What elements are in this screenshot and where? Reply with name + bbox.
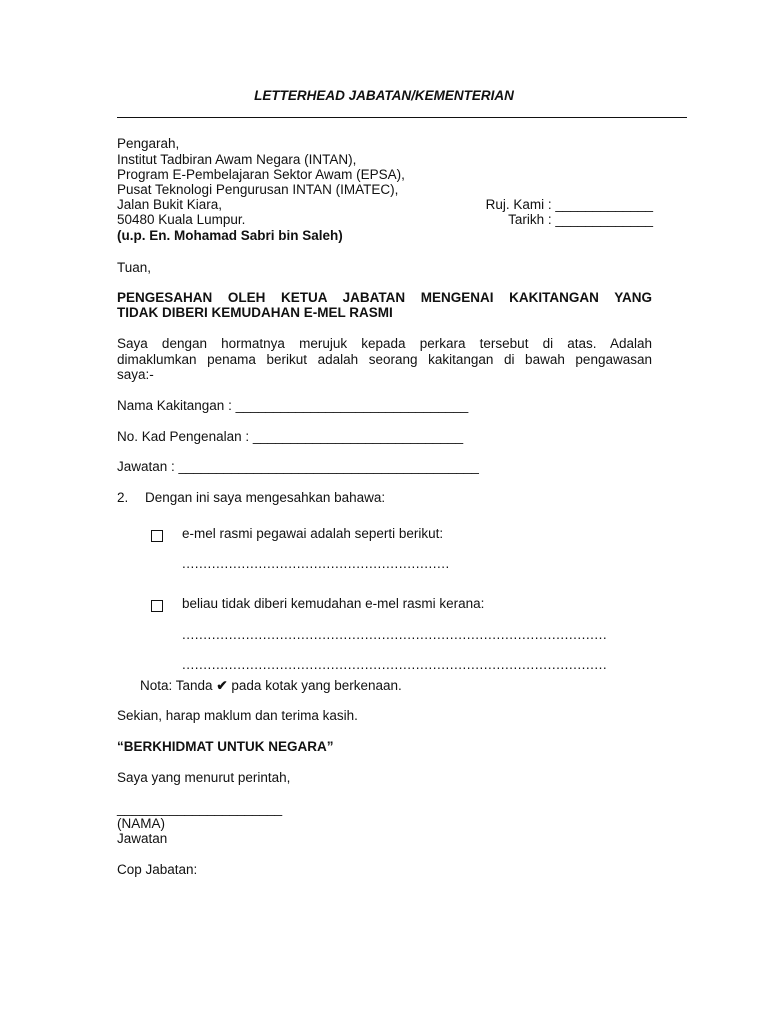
reason-dotted-line-2: .................................................................................................... xyxy=(182,657,608,672)
motto: “BERKHIDMAT UNTUK NEGARA” xyxy=(117,739,334,754)
date-field: Tarikh : _____________ xyxy=(508,212,653,227)
salutation: Tuan, xyxy=(117,260,152,275)
address-line-2: Institut Tadbiran Awam Negara (INTAN), xyxy=(117,152,357,167)
address-line-5: Jalan Bukit Kiara, xyxy=(117,197,223,212)
option-official-email: e-mel rasmi pegawai adalah seperti berikut: xyxy=(182,526,444,541)
note-prefix: Nota: Tanda xyxy=(140,678,213,693)
intro-line-1: Saya dengan hormatnya merujuk kepada perkara tersebut di atas. Adalah xyxy=(117,336,652,351)
address-line-3: Program E-Pembelajaran Sektor Awam (EPSA), xyxy=(117,167,405,182)
checkbox-official-email[interactable] xyxy=(151,530,163,542)
reference-field: Ruj. Kami : _____________ xyxy=(485,197,653,212)
signatory-name: (NAMA) xyxy=(117,816,165,831)
subject-line-2: TIDAK DIBERI KEMUDAHAN E-MEL RASMI xyxy=(117,305,393,320)
check-mark-icon: ✔ xyxy=(216,678,228,693)
subject-line-1: PENGESAHAN OLEH KETUA JABATAN MENGENAI KAKITANGAN YANG xyxy=(117,290,652,305)
address-line-6: 50480 Kuala Lumpur. xyxy=(117,212,246,227)
header-rule xyxy=(117,117,687,118)
checkbox-no-email[interactable] xyxy=(151,600,163,612)
obedient-line: Saya yang menurut perintah, xyxy=(117,770,291,785)
reason-dotted-line-1: .................................................................................................... xyxy=(182,627,608,642)
paragraph-number: 2. xyxy=(117,490,129,505)
signature-line: ______________________ xyxy=(117,801,283,816)
signatory-position: Jawatan xyxy=(117,831,168,846)
intro-line-2: dimaklumkan penama berikut adalah seorang kakitangan di bawah pengawasan xyxy=(117,352,652,367)
email-dotted-line: ............................................................... xyxy=(182,556,450,571)
ic-number-field: No. Kad Pengenalan : ____________________________ xyxy=(117,429,464,444)
attention-line: (u.p. En. Mohamad Sabri bin Saleh) xyxy=(117,228,343,243)
employee-name-field: Nama Kakitangan : _______________________________ xyxy=(117,398,469,413)
position-field: Jawatan : ________________________________________ xyxy=(117,459,479,474)
note-suffix: pada kotak yang berkenaan. xyxy=(231,678,402,693)
note-line xyxy=(140,678,402,694)
letterhead-title: LETTERHEAD JABATAN/KEMENTERIAN xyxy=(254,88,514,103)
address-line-4: Pusat Teknologi Pengurusan INTAN (IMATEC), xyxy=(117,182,399,197)
department-stamp-label: Cop Jabatan: xyxy=(117,862,198,877)
option-no-email: beliau tidak diberi kemudahan e-mel rasmi kerana: xyxy=(182,596,485,611)
address-line-1: Pengarah, xyxy=(117,136,180,151)
intro-line-3: saya:- xyxy=(117,367,154,382)
paragraph-2-text: Dengan ini saya mengesahkan bahawa: xyxy=(145,490,386,505)
closing-line: Sekian, harap maklum dan terima kasih. xyxy=(117,708,358,723)
